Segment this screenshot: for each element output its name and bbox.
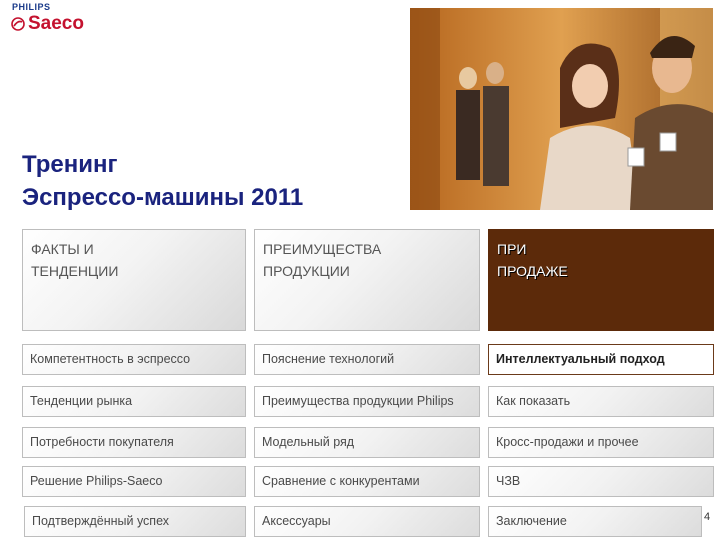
topic-cross-selling[interactable] xyxy=(488,427,714,458)
topic-model-range[interactable] xyxy=(254,427,480,458)
topic-philips-saeco-solution[interactable] xyxy=(22,466,246,497)
topic-market-trends[interactable] xyxy=(22,386,246,417)
title-line-2: Эспрессо-машины 2011 xyxy=(22,184,304,211)
topic-label: Решение Philips-Saeco xyxy=(30,474,163,488)
topic-label: Как показать xyxy=(496,394,571,408)
topic-label: Интеллектуальный подход xyxy=(496,352,665,366)
topic-label: Пояснение технологий xyxy=(262,352,395,366)
topic-label: ЧЗВ xyxy=(496,474,521,488)
topic-customer-needs[interactable] xyxy=(22,427,246,458)
topic-accessories[interactable] xyxy=(254,506,480,537)
topic-technology-explanation[interactable] xyxy=(254,344,480,375)
category-label: ПРИ ПРОДАЖЕ xyxy=(497,241,568,279)
topic-label: Сравнение с конкурентами xyxy=(262,474,420,488)
topic-espresso-competence[interactable] xyxy=(22,344,246,375)
topic-intelligent-approach[interactable] xyxy=(488,344,714,375)
topic-label: Потребности покупателя xyxy=(30,435,174,449)
topic-how-to-demonstrate[interactable] xyxy=(488,386,714,417)
topic-label: Подтверждённый успех xyxy=(32,514,169,528)
topic-conclusion[interactable] xyxy=(488,506,702,537)
hero-photo xyxy=(410,8,713,210)
topic-faq[interactable] xyxy=(488,466,714,497)
philips-saeco-logo xyxy=(10,2,100,38)
saeco-wordmark: Saeco xyxy=(28,13,84,34)
category-product-benefits[interactable] xyxy=(254,229,480,331)
topic-competitor-comparison[interactable] xyxy=(254,466,480,497)
page-number: 4 xyxy=(704,511,711,523)
philips-wordmark: PHILIPS xyxy=(12,2,51,12)
category-label: ПРЕИМУЩЕСТВА ПРОДУКЦИИ xyxy=(263,241,382,279)
topic-label: Преимущества продукции Philips xyxy=(262,394,454,408)
title-line-1: Тренинг xyxy=(22,151,118,178)
topic-philips-product-benefits[interactable] xyxy=(254,386,480,417)
category-label: ФАКТЫ И ТЕНДЕНЦИИ xyxy=(31,241,119,279)
category-at-sale[interactable] xyxy=(488,229,714,331)
topic-label: Модельный ряд xyxy=(262,435,355,449)
topic-label: Компетентность в эспрессо xyxy=(30,352,191,366)
topic-proven-success[interactable] xyxy=(24,506,246,537)
page-title xyxy=(22,148,303,214)
topic-label: Тенденции рынка xyxy=(30,394,133,408)
topic-label: Заключение xyxy=(496,514,567,528)
topic-label: Аксессуары xyxy=(262,514,331,528)
saeco-swirl-icon xyxy=(11,17,25,31)
category-facts-trends[interactable] xyxy=(22,229,246,331)
topic-label: Кросс-продажи и прочее xyxy=(496,435,639,449)
